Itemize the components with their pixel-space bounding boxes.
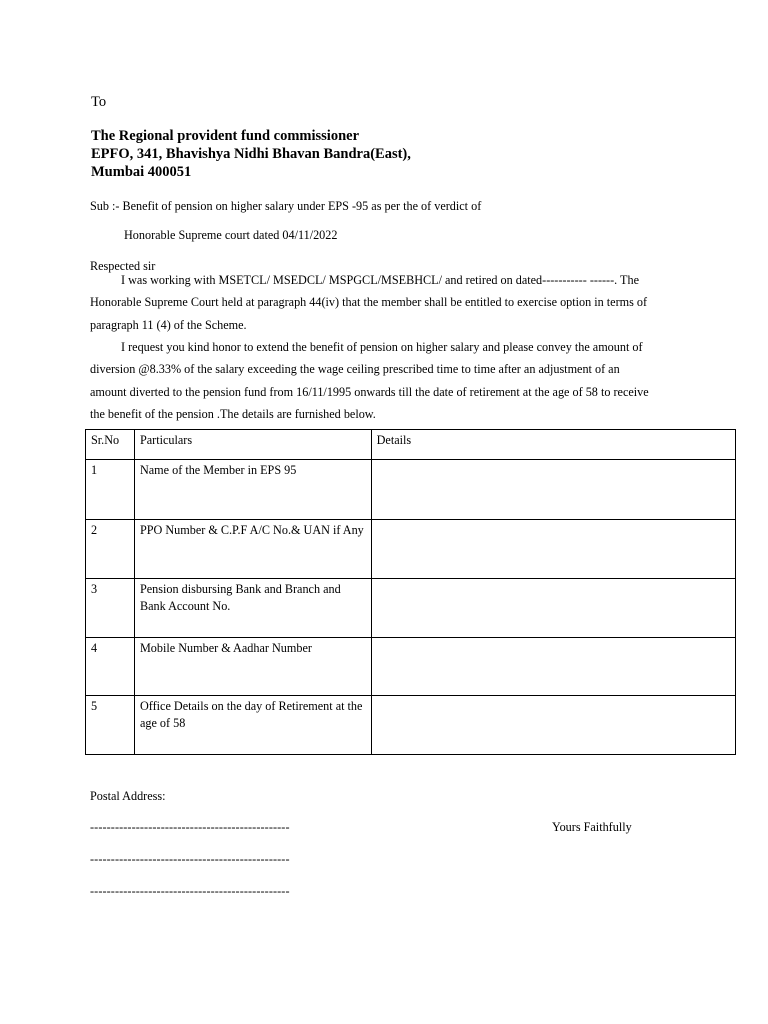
- address-line-3[interactable]: ------------------------------------------------: [90, 884, 290, 898]
- table-row: [86, 520, 736, 579]
- recipient-line-1: The Regional provident fund commissioner: [91, 128, 360, 144]
- para1-line: I was working with MSETCL/ MSEDCL/ MSPGCL/MSEBHCL/ and retired on dated----------- ------. The: [121, 273, 639, 287]
- para2-line: diversion @8.33% of the salary exceeding the wage ceiling prescribed time to time after an adjustment of an: [90, 362, 620, 377]
- row-particulars: PPO Number & C.P.F A/C No.& UAN if Any: [134, 520, 371, 579]
- row-particulars: Mobile Number & Aadhar Number: [134, 638, 371, 696]
- salutation: Respected sir: [90, 259, 156, 273]
- header-srno: Sr.No: [86, 430, 135, 460]
- paragraph-2: [90, 336, 679, 426]
- header-details: Details: [371, 430, 735, 460]
- row-details[interactable]: [371, 520, 735, 579]
- subject-line-2: Honorable Supreme court dated 04/11/2022: [124, 228, 338, 242]
- row-particulars: Office Details on the day of Retirement at the age of 58: [134, 696, 371, 755]
- paragraph-1: [90, 269, 679, 336]
- header-particulars: Particulars: [134, 430, 371, 460]
- addressee-to: To: [91, 94, 107, 110]
- table-row: [86, 460, 736, 520]
- address-line-2[interactable]: ------------------------------------------------: [90, 852, 290, 866]
- para1-line: paragraph 11 (4) of the Scheme.: [90, 317, 247, 332]
- postal-address-label: Postal Address:: [90, 789, 166, 803]
- table-row: [86, 579, 736, 638]
- recipient-line-2: EPFO, 341, Bhavishya Nidhi Bhavan Bandra(East),: [91, 146, 411, 162]
- row-srno: 5: [86, 696, 135, 755]
- recipient-line-3: Mumbai 400051: [91, 164, 192, 180]
- table-header-row: [86, 430, 736, 460]
- para2-line: the benefit of the pension .The details are furnished below.: [90, 407, 376, 422]
- row-details[interactable]: [371, 579, 735, 638]
- para2-line: I request you kind honor to extend the benefit of pension on higher salary and please convey the amount of: [121, 340, 643, 354]
- details-table: [85, 429, 736, 755]
- row-details[interactable]: [371, 696, 735, 755]
- row-srno: 1: [86, 460, 135, 520]
- row-srno: 4: [86, 638, 135, 696]
- row-details[interactable]: [371, 638, 735, 696]
- row-particulars: Pension disbursing Bank and Branch and Bank Account No.: [134, 579, 371, 638]
- closing-yours-faithfully: Yours Faithfully: [552, 820, 632, 834]
- row-details[interactable]: [371, 460, 735, 520]
- table-row: [86, 696, 736, 755]
- address-line-1[interactable]: ------------------------------------------------: [90, 820, 290, 834]
- row-srno: 3: [86, 579, 135, 638]
- subject-line-1: Sub :- Benefit of pension on higher salary under EPS -95 as per the of verdict of: [90, 199, 482, 213]
- para2-line: amount diverted to the pension fund from 16/11/1995 onwards till the date of retirement at the age of 58 to receive: [90, 384, 649, 399]
- table-row: [86, 638, 736, 696]
- row-particulars: Name of the Member in EPS 95: [134, 460, 371, 520]
- para1-line: Honorable Supreme Court held at paragraph 44(iv) that the member shall be entitled to exercise option in terms of: [90, 295, 648, 310]
- row-srno: 2: [86, 520, 135, 579]
